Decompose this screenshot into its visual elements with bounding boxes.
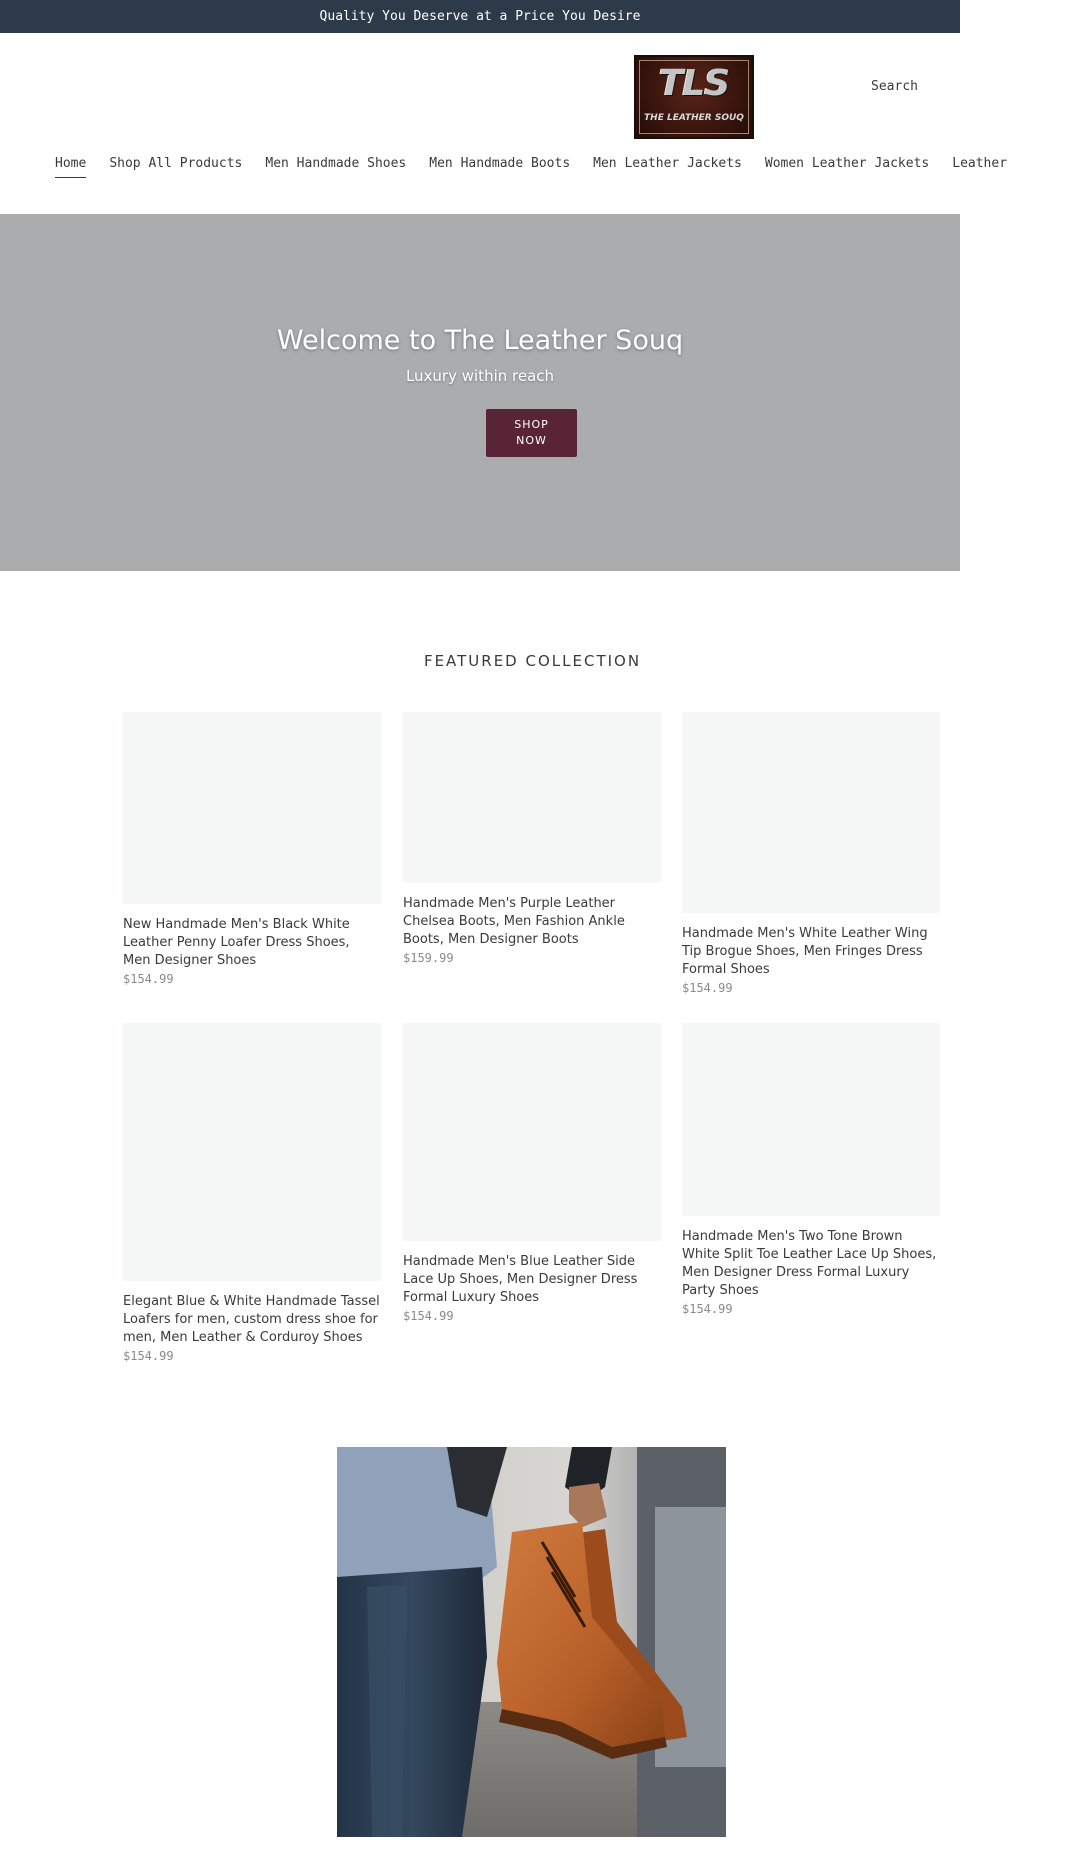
- product-price: $154.99: [682, 981, 733, 995]
- hero-banner: [0, 214, 960, 571]
- nav-item-men-handmade-boots[interactable]: Men Handmade Boots: [429, 156, 571, 171]
- product-card[interactable]: [403, 712, 661, 965]
- product-price: $154.99: [403, 1309, 454, 1323]
- hero-subtitle: Luxury within reach: [405, 367, 555, 385]
- product-price: $154.99: [123, 1349, 174, 1363]
- product-card[interactable]: [123, 712, 381, 986]
- product-card[interactable]: [682, 712, 940, 995]
- product-price: $154.99: [682, 1302, 733, 1316]
- hero-title: Welcome to The Leather Souq: [276, 325, 684, 356]
- announcement-bar: [0, 0, 960, 33]
- product-title[interactable]: Handmade Men's Blue Leather Side Lace Up Shoes, Men Designer Dress Formal Luxury Shoes: [403, 1254, 638, 1305]
- nav-item-women-leather-jackets[interactable]: Women Leather Jackets: [764, 156, 930, 171]
- product-image-placeholder[interactable]: [123, 712, 381, 904]
- product-title[interactable]: Handmade Men's Purple Leather Chelsea Boots, Men Fashion Ankle Boots, Men Designer Boots: [403, 896, 625, 947]
- boot-photo-illustration: [337, 1447, 726, 1837]
- product-title[interactable]: New Handmade Men's Black White Leather Penny Loafer Dress Shoes, Men Designer Shoes: [123, 917, 350, 968]
- logo-mark: TLS: [658, 63, 730, 104]
- product-card[interactable]: [403, 1023, 661, 1323]
- shop-now-button[interactable]: SHOP NOW: [486, 409, 577, 457]
- product-image-placeholder[interactable]: [682, 712, 940, 913]
- store-logo[interactable]: [634, 55, 754, 139]
- product-image-placeholder[interactable]: [682, 1023, 940, 1216]
- product-image-placeholder[interactable]: [403, 712, 661, 883]
- nav-item-men-leather-jackets[interactable]: Men Leather Jackets: [593, 156, 742, 171]
- search-link[interactable]: Search: [871, 79, 918, 94]
- announcement-text: Quality You Deserve at a Price You Desire: [319, 9, 641, 24]
- lifestyle-boot-photo: [337, 1447, 726, 1837]
- nav-item-men-handmade-shoes[interactable]: Men Handmade Shoes: [265, 156, 407, 171]
- featured-collection-heading: FEATURED COLLECTION: [423, 652, 642, 670]
- nav-item-leather[interactable]: Leather: [952, 156, 1008, 171]
- nav-item-shop-all-products[interactable]: Shop All Products: [109, 156, 243, 171]
- product-title[interactable]: Handmade Men's White Leather Wing Tip Brogue Shoes, Men Fringes Dress Formal Shoes: [682, 926, 928, 977]
- product-card[interactable]: [682, 1023, 940, 1316]
- product-image-placeholder[interactable]: [403, 1023, 661, 1241]
- product-title[interactable]: Handmade Men's Two Tone Brown White Split Toe Leather Lace Up Shoes, Men Designer Dress Formal Luxury Party Shoes: [682, 1229, 937, 1298]
- nav-item-home[interactable]: Home: [55, 156, 86, 178]
- product-price: $159.99: [403, 951, 454, 965]
- product-image-placeholder[interactable]: [123, 1023, 381, 1281]
- main-nav: [55, 156, 1008, 178]
- product-title[interactable]: Elegant Blue & White Handmade Tassel Loafers for men, custom dress shoe for men, Men Leather & Corduroy Shoes: [123, 1294, 380, 1345]
- product-card[interactable]: [123, 1023, 381, 1363]
- logo-name: THE LEATHER SOUQ: [644, 113, 744, 123]
- product-price: $154.99: [123, 972, 174, 986]
